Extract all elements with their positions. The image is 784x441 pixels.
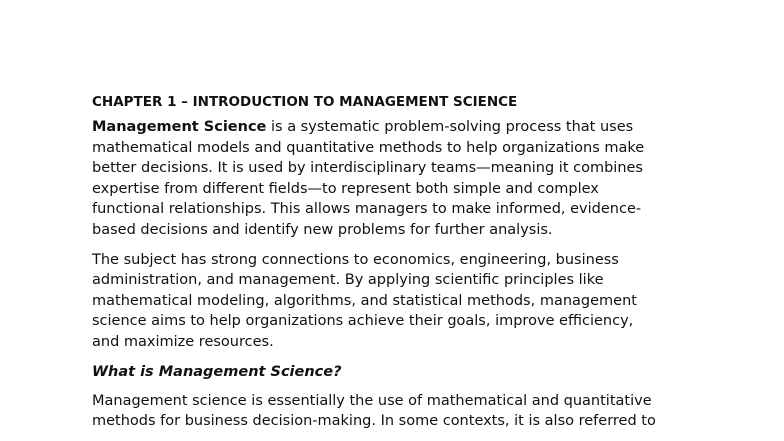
paragraph-connections-line-4: science aims to help organizations achieve their goals, improve efficiency, xyxy=(92,313,634,330)
paragraph-intro-line-5: functional relationships. This allows managers to make informed, evidence- xyxy=(92,201,642,218)
term-management-science: Management Science xyxy=(92,119,267,135)
paragraph-connections-line-3: mathematical modeling, algorithms, and statistical methods, management xyxy=(92,292,637,309)
paragraph-connections-line-5: and maximize resources. xyxy=(92,333,274,350)
paragraph-connections xyxy=(92,250,692,353)
paragraph-definition-line-1: Management science is essentially the use of mathematical and quantitative xyxy=(92,392,652,409)
chapter-title: CHAPTER 1 – INTRODUCTION TO MANAGEMENT SCIENCE xyxy=(92,94,518,110)
paragraph-definition xyxy=(92,391,692,432)
paragraph-intro xyxy=(92,117,692,241)
paragraph-definition-line-2: methods for business decision-making. In some contexts, it is also referred to xyxy=(92,413,656,430)
section-subheading: What is Management Science? xyxy=(92,363,342,380)
paragraph-intro-line-1: Management Science is a systematic problem-solving process that uses xyxy=(92,119,634,135)
paragraph-intro-line-3: better decisions. It is used by interdisciplinary teams—meaning it combines xyxy=(92,160,643,177)
paragraph-connections-line-2: administration, and management. By applying scientific principles like xyxy=(92,272,604,289)
paragraph-connections-line-1: The subject has strong connections to economics, engineering, business xyxy=(92,251,619,268)
paragraph-intro-line-6: based decisions and identify new problems for further analysis. xyxy=(92,221,553,238)
document-page xyxy=(92,93,692,441)
paragraph-intro-line-4: expertise from different fields—to represent both simple and complex xyxy=(92,180,599,197)
paragraph-intro-line-2: mathematical models and quantitative methods to help organizations make xyxy=(92,139,645,156)
